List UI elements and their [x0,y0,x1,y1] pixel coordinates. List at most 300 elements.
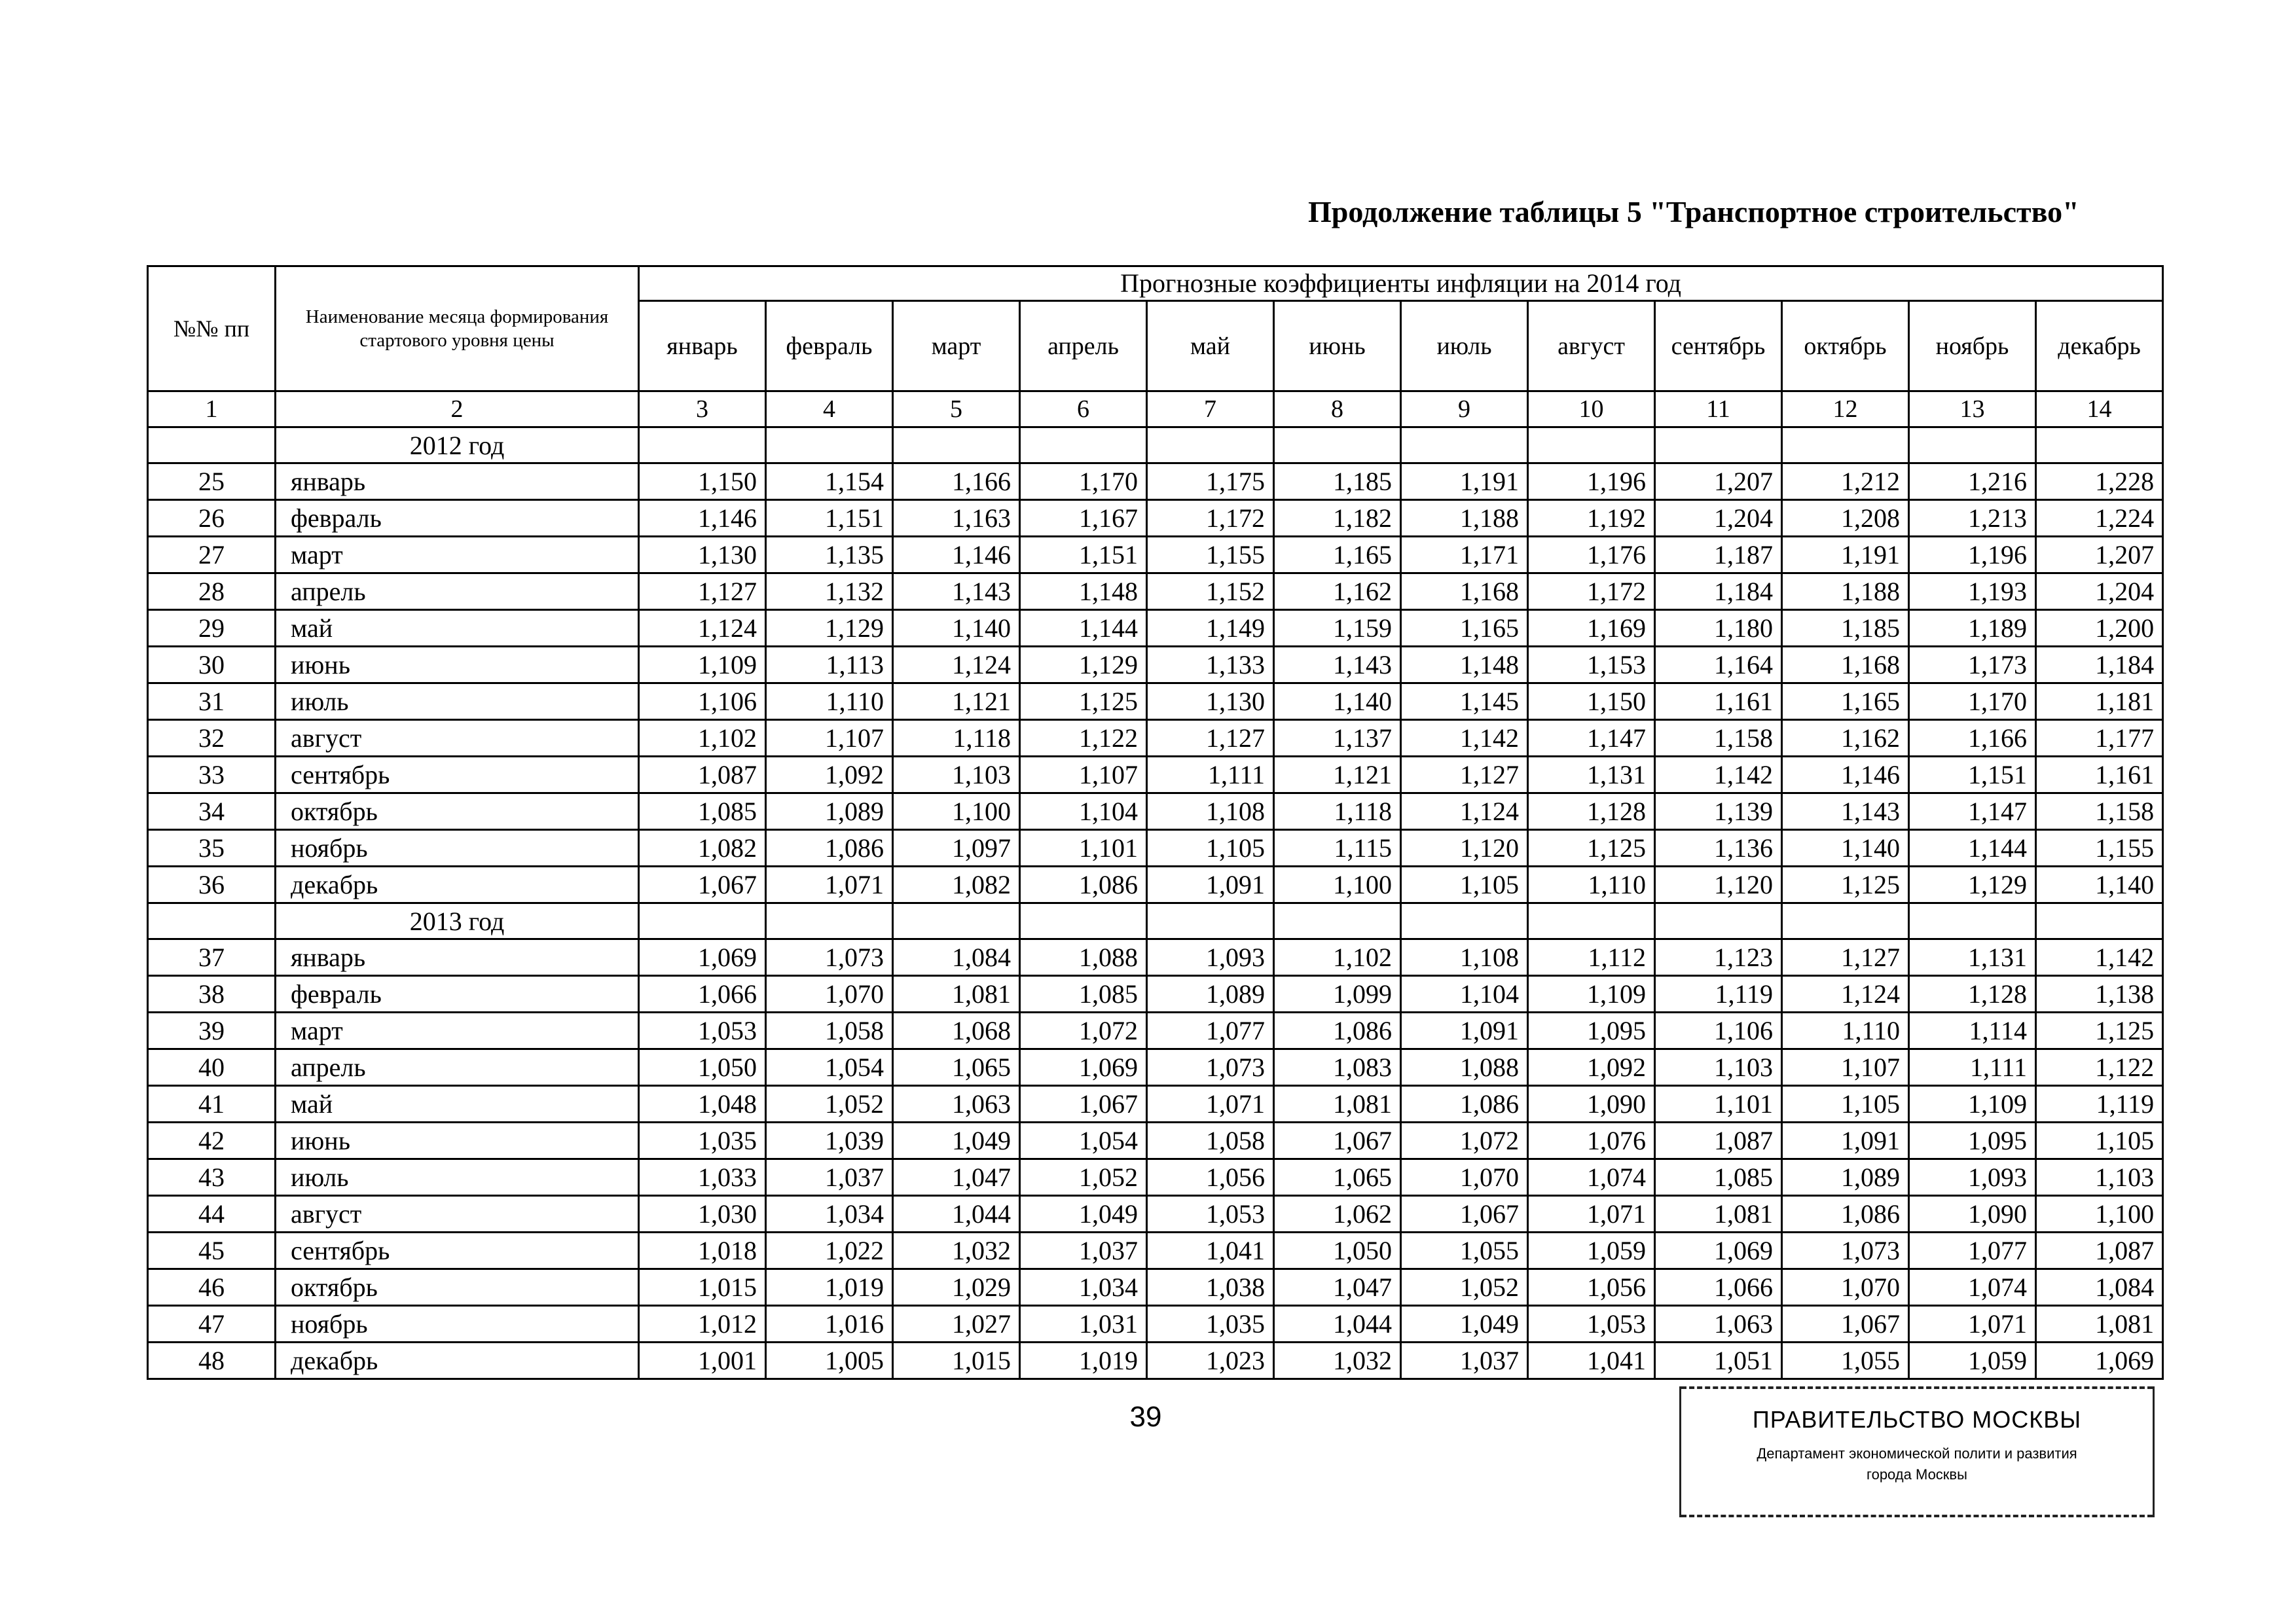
row-number: 35 [148,830,276,867]
table-row [148,500,2163,537]
coefficient-cell: 1,041 [1528,1343,1655,1379]
coefficient-cell: 1,074 [1909,1269,2036,1306]
coefficient-cell: 1,196 [1909,537,2036,573]
table-row [148,1233,2163,1269]
coefficient-cell: 1,207 [1655,463,1782,500]
coefficient-cell: 1,049 [893,1123,1020,1159]
coefficient-cell: 1,071 [1147,1086,1274,1123]
coefficient-cell: 1,088 [1401,1049,1528,1086]
coefficient-cell: 1,050 [639,1049,766,1086]
coefficient-cell: 1,108 [1147,793,1274,830]
row-month-name: ноябрь [276,830,639,867]
coefficient-cell: 1,143 [1274,647,1401,683]
row-month-name: июль [276,1159,639,1196]
coefficient-cell: 1,107 [1782,1049,1909,1086]
empty-cell [1528,903,1655,939]
coefficient-cell: 1,150 [639,463,766,500]
coefficient-cell: 1,088 [1020,939,1147,976]
header-month: март [893,301,1020,391]
coefficient-cell: 1,106 [1655,1013,1782,1049]
coefficient-cell: 1,085 [639,793,766,830]
coefficient-cell: 1,092 [766,757,893,793]
coefficient-cell: 1,144 [1020,610,1147,647]
approval-stamp [1679,1386,2155,1517]
row-number: 31 [148,683,276,720]
coefficient-cell: 1,095 [1909,1123,2036,1159]
coefficient-cell: 1,159 [1274,610,1401,647]
coefficient-cell: 1,142 [2036,939,2163,976]
empty-cell [1020,903,1147,939]
year-section-row [148,427,2163,463]
coefficient-cell: 1,228 [2036,463,2163,500]
coefficient-cell: 1,019 [1020,1343,1147,1379]
coefficient-cell: 1,069 [1655,1233,1782,1269]
coefficient-cell: 1,084 [893,939,1020,976]
coefficient-cell: 1,105 [1147,830,1274,867]
coefficient-cell: 1,091 [1147,867,1274,903]
coefficient-cell: 1,121 [1274,757,1401,793]
table-row [148,1123,2163,1159]
coefficient-cell: 1,125 [1782,867,1909,903]
coefficient-cell: 1,144 [1909,830,2036,867]
row-month-name: март [276,537,639,573]
coefficient-cell: 1,176 [1528,537,1655,573]
coefficient-cell: 1,066 [1655,1269,1782,1306]
coefficient-cell: 1,077 [1147,1013,1274,1049]
row-number: 30 [148,647,276,683]
row-number: 33 [148,757,276,793]
coefficient-cell: 1,124 [893,647,1020,683]
coefficient-cell: 1,071 [766,867,893,903]
row-month-name: июнь [276,647,639,683]
coefficient-cell: 1,119 [1655,976,1782,1013]
coefficient-cell: 1,175 [1147,463,1274,500]
coefficient-cell: 1,168 [1782,647,1909,683]
coefficient-cell: 1,146 [893,537,1020,573]
coefficient-cell: 1,103 [2036,1159,2163,1196]
coefficient-cell: 1,062 [1274,1196,1401,1233]
coefficient-cell: 1,128 [1909,976,2036,1013]
row-month-name: май [276,610,639,647]
year-label: 2013 год [276,903,639,939]
coefficient-cell: 1,204 [1655,500,1782,537]
coefficient-cell: 1,142 [1655,757,1782,793]
coefficient-cell: 1,101 [1020,830,1147,867]
row-number: 26 [148,500,276,537]
coefficient-cell: 1,131 [1528,757,1655,793]
coefficient-cell: 1,089 [766,793,893,830]
coefficient-cell: 1,067 [639,867,766,903]
coefficient-cell: 1,180 [1655,610,1782,647]
coefficient-cell: 1,106 [639,683,766,720]
coefficient-cell: 1,136 [1655,830,1782,867]
row-number: 38 [148,976,276,1013]
coefficient-cell: 1,037 [766,1159,893,1196]
column-number: 8 [1274,391,1401,427]
coefficient-cell: 1,125 [2036,1013,2163,1049]
table-row [148,1013,2163,1049]
coefficient-cell: 1,055 [1401,1233,1528,1269]
coefficient-cell: 1,081 [893,976,1020,1013]
coefficient-cell: 1,109 [1909,1086,2036,1123]
empty-cell [893,427,1020,463]
coefficient-cell: 1,083 [1274,1049,1401,1086]
coefficient-cell: 1,130 [639,537,766,573]
coefficient-cell: 1,188 [1782,573,1909,610]
coefficient-cell: 1,053 [1528,1306,1655,1343]
coefficient-cell: 1,166 [893,463,1020,500]
coefficient-cell: 1,031 [1020,1306,1147,1343]
column-number: 9 [1401,391,1528,427]
row-number: 34 [148,793,276,830]
coefficient-cell: 1,067 [1401,1196,1528,1233]
empty-cell [1401,427,1528,463]
coefficient-cell: 1,069 [639,939,766,976]
coefficient-cell: 1,027 [893,1306,1020,1343]
coefficient-cell: 1,127 [1782,939,1909,976]
header-month: январь [639,301,766,391]
empty-cell [1655,903,1782,939]
coefficient-cell: 1,065 [1274,1159,1401,1196]
coefficient-cell: 1,022 [766,1233,893,1269]
coefficient-cell: 1,067 [1274,1123,1401,1159]
table-row [148,867,2163,903]
coefficient-cell: 1,100 [2036,1196,2163,1233]
coefficient-cell: 1,188 [1401,500,1528,537]
coefficient-cell: 1,070 [1401,1159,1528,1196]
table-row [148,463,2163,500]
row-month-name: февраль [276,500,639,537]
coefficient-cell: 1,139 [1655,793,1782,830]
coefficient-cell: 1,051 [1655,1343,1782,1379]
coefficient-cell: 1,067 [1020,1086,1147,1123]
header-month: август [1528,301,1655,391]
empty-cell [148,903,276,939]
coefficient-cell: 1,047 [893,1159,1020,1196]
coefficient-cell: 1,087 [1655,1123,1782,1159]
coefficient-cell: 1,111 [1147,757,1274,793]
coefficient-cell: 1,172 [1147,500,1274,537]
coefficient-cell: 1,049 [1020,1196,1147,1233]
coefficient-cell: 1,161 [1655,683,1782,720]
coefficient-cell: 1,071 [1528,1196,1655,1233]
coefficient-cell: 1,165 [1274,537,1401,573]
coefficient-cell: 1,058 [1147,1123,1274,1159]
coefficient-cell: 1,200 [2036,610,2163,647]
coefficient-cell: 1,066 [639,976,766,1013]
row-number: 45 [148,1233,276,1269]
coefficient-cell: 1,140 [1274,683,1401,720]
table-row [148,757,2163,793]
coefficient-cell: 1,074 [1528,1159,1655,1196]
coefficient-cell: 1,086 [1274,1013,1401,1049]
coefficient-cell: 1,037 [1401,1343,1528,1379]
coefficient-cell: 1,192 [1528,500,1655,537]
coefficient-cell: 1,150 [1528,683,1655,720]
row-month-name: сентябрь [276,1233,639,1269]
header-month: июль [1401,301,1528,391]
header-month: сентябрь [1655,301,1782,391]
empty-cell [1782,427,1909,463]
coefficient-cell: 1,104 [1401,976,1528,1013]
coefficient-cell: 1,105 [2036,1123,2163,1159]
empty-cell [1020,427,1147,463]
coefficient-cell: 1,110 [1528,867,1655,903]
empty-cell [766,427,893,463]
coefficient-cell: 1,059 [1528,1233,1655,1269]
coefficient-cell: 1,015 [893,1343,1020,1379]
row-number: 29 [148,610,276,647]
row-month-name: июнь [276,1123,639,1159]
row-month-name: август [276,1196,639,1233]
coefficient-cell: 1,086 [1401,1086,1528,1123]
coefficient-cell: 1,012 [639,1306,766,1343]
header-month-name: Наименование месяца формирования стартового уровня цены [276,266,639,391]
coefficient-cell: 1,143 [1782,793,1909,830]
coefficient-cell: 1,154 [766,463,893,500]
empty-cell [1528,427,1655,463]
table-row [148,647,2163,683]
coefficient-cell: 1,213 [1909,500,2036,537]
row-month-name: ноябрь [276,1306,639,1343]
coefficient-cell: 1,167 [1020,500,1147,537]
empty-cell [766,903,893,939]
coefficient-cell: 1,082 [893,867,1020,903]
row-number: 32 [148,720,276,757]
coefficient-cell: 1,137 [1274,720,1401,757]
coefficient-cell: 1,073 [1782,1233,1909,1269]
page-number: 39 [1129,1401,1162,1433]
coefficient-cell: 1,124 [1782,976,1909,1013]
table-body [148,427,2163,1379]
coefficient-cell: 1,089 [1147,976,1274,1013]
coefficient-cell: 1,224 [2036,500,2163,537]
coefficient-cell: 1,084 [2036,1269,2163,1306]
coefficient-cell: 1,127 [1401,757,1528,793]
empty-cell [893,903,1020,939]
coefficient-cell: 1,151 [766,500,893,537]
coefficient-cell: 1,059 [1909,1343,2036,1379]
coefficient-cell: 1,163 [893,500,1020,537]
table-row [148,1343,2163,1379]
coefficient-cell: 1,073 [766,939,893,976]
row-month-name: апрель [276,573,639,610]
coefficient-cell: 1,216 [1909,463,2036,500]
coefficient-cell: 1,168 [1401,573,1528,610]
header-month: декабрь [2036,301,2163,391]
row-number: 36 [148,867,276,903]
coefficient-cell: 1,086 [766,830,893,867]
table-row [148,1269,2163,1306]
header-row-number: №№ пп [148,266,276,391]
coefficient-cell: 1,109 [639,647,766,683]
coefficient-cell: 1,102 [639,720,766,757]
coefficient-cell: 1,099 [1274,976,1401,1013]
stamp-top-line [1681,1386,2153,1389]
coefficient-cell: 1,189 [1909,610,2036,647]
coefficient-cell: 1,070 [766,976,893,1013]
coefficient-cell: 1,132 [766,573,893,610]
coefficient-cell: 1,086 [1020,867,1147,903]
coefficient-cell: 1,127 [1147,720,1274,757]
coefficient-cell: 1,052 [766,1086,893,1123]
coefficient-cell: 1,092 [1528,1049,1655,1086]
coefficient-cell: 1,185 [1782,610,1909,647]
coefficient-cell: 1,147 [1528,720,1655,757]
coefficient-cell: 1,120 [1401,830,1528,867]
coefficient-cell: 1,053 [1147,1196,1274,1233]
coefficient-cell: 1,069 [2036,1343,2163,1379]
coefficient-cell: 1,070 [1782,1269,1909,1306]
coefficient-cell: 1,110 [766,683,893,720]
coefficient-cell: 1,170 [1909,683,2036,720]
header-month: октябрь [1782,301,1909,391]
coefficient-cell: 1,049 [1401,1306,1528,1343]
coefficient-cell: 1,035 [639,1123,766,1159]
header-month: апрель [1020,301,1147,391]
column-number-row [148,391,2163,427]
coefficient-cell: 1,133 [1147,647,1274,683]
coefficient-cell: 1,023 [1147,1343,1274,1379]
coefficient-cell: 1,109 [1528,976,1655,1013]
coefficient-cell: 1,048 [639,1086,766,1123]
coefficient-cell: 1,177 [2036,720,2163,757]
coefficient-cell: 1,129 [1909,867,2036,903]
coefficient-cell: 1,033 [639,1159,766,1196]
coefficient-cell: 1,063 [1655,1306,1782,1343]
coefficient-cell: 1,128 [1528,793,1655,830]
table-row [148,537,2163,573]
coefficient-cell: 1,169 [1528,610,1655,647]
table-row [148,1159,2163,1196]
coefficient-cell: 1,145 [1401,683,1528,720]
coefficient-cell: 1,081 [1274,1086,1401,1123]
header-month: май [1147,301,1274,391]
coefficient-cell: 1,138 [2036,976,2163,1013]
row-number: 47 [148,1306,276,1343]
coefficient-cell: 1,162 [1274,573,1401,610]
column-number: 12 [1782,391,1909,427]
coefficient-cell: 1,085 [1655,1159,1782,1196]
coefficient-cell: 1,052 [1020,1159,1147,1196]
coefficient-cell: 1,122 [1020,720,1147,757]
coefficient-cell: 1,146 [1782,757,1909,793]
header-month: ноябрь [1909,301,2036,391]
coefficient-cell: 1,069 [1020,1049,1147,1086]
row-month-name: декабрь [276,867,639,903]
coefficient-cell: 1,086 [1782,1196,1909,1233]
coefficient-cell: 1,104 [1020,793,1147,830]
row-number: 41 [148,1086,276,1123]
coefficient-cell: 1,056 [1528,1269,1655,1306]
table-row [148,976,2163,1013]
coefficient-cell: 1,127 [639,573,766,610]
coefficient-cell: 1,115 [1274,830,1401,867]
coefficient-cell: 1,050 [1274,1233,1401,1269]
coefficient-cell: 1,118 [893,720,1020,757]
table-row [148,1086,2163,1123]
coefficient-cell: 1,166 [1909,720,2036,757]
empty-cell [1655,427,1782,463]
row-number: 48 [148,1343,276,1379]
empty-cell [1274,427,1401,463]
coefficient-cell: 1,147 [1909,793,2036,830]
empty-cell [639,427,766,463]
table-row [148,1306,2163,1343]
row-number: 46 [148,1269,276,1306]
coefficient-cell: 1,016 [766,1306,893,1343]
coefficient-cell: 1,122 [2036,1049,2163,1086]
coefficient-cell: 1,103 [1655,1049,1782,1086]
coefficient-cell: 1,193 [1909,573,2036,610]
row-number: 39 [148,1013,276,1049]
coefficient-cell: 1,038 [1147,1269,1274,1306]
coefficient-cell: 1,146 [639,500,766,537]
row-number: 25 [148,463,276,500]
coefficient-cell: 1,107 [1020,757,1147,793]
row-number: 42 [148,1123,276,1159]
coefficient-cell: 1,056 [1147,1159,1274,1196]
coefficient-cell: 1,165 [1401,610,1528,647]
coefficient-cell: 1,131 [1909,939,2036,976]
coefficient-cell: 1,191 [1401,463,1528,500]
coefficient-cell: 1,123 [1655,939,1782,976]
empty-cell [2036,903,2163,939]
coefficient-cell: 1,071 [1909,1306,2036,1343]
header-month: февраль [766,301,893,391]
coefficient-cell: 1,120 [1655,867,1782,903]
coefficient-cell: 1,207 [2036,537,2163,573]
coefficient-cell: 1,093 [1147,939,1274,976]
column-number: 5 [893,391,1020,427]
coefficient-cell: 1,155 [1147,537,1274,573]
coefficient-cell: 1,091 [1401,1013,1528,1049]
empty-cell [1401,903,1528,939]
coefficient-cell: 1,125 [1020,683,1147,720]
table-row [148,610,2163,647]
coefficient-cell: 1,113 [766,647,893,683]
empty-cell [1909,903,2036,939]
column-number: 3 [639,391,766,427]
row-month-name: октябрь [276,1269,639,1306]
coefficient-cell: 1,055 [1782,1343,1909,1379]
coefficient-cell: 1,185 [1274,463,1401,500]
coefficient-cell: 1,067 [1782,1306,1909,1343]
coefficient-cell: 1,108 [1401,939,1528,976]
row-month-name: февраль [276,976,639,1013]
column-number: 10 [1528,391,1655,427]
coefficient-cell: 1,019 [766,1269,893,1306]
coefficient-cell: 1,054 [1020,1123,1147,1159]
coefficient-cell: 1,063 [893,1086,1020,1123]
coefficient-cell: 1,044 [1274,1306,1401,1343]
coefficient-cell: 1,196 [1528,463,1655,500]
coefficient-cell: 1,091 [1782,1123,1909,1159]
row-month-name: сентябрь [276,757,639,793]
coefficient-cell: 1,072 [1020,1013,1147,1049]
coefficient-cell: 1,097 [893,830,1020,867]
row-month-name: май [276,1086,639,1123]
coefficient-cell: 1,093 [1909,1159,2036,1196]
coefficient-cell: 1,140 [893,610,1020,647]
empty-cell [1147,427,1274,463]
coefficient-cell: 1,044 [893,1196,1020,1233]
row-month-name: март [276,1013,639,1049]
coefficient-cell: 1,085 [1020,976,1147,1013]
coefficient-cell: 1,135 [766,537,893,573]
coefficient-cell: 1,081 [2036,1306,2163,1343]
table-row [148,793,2163,830]
